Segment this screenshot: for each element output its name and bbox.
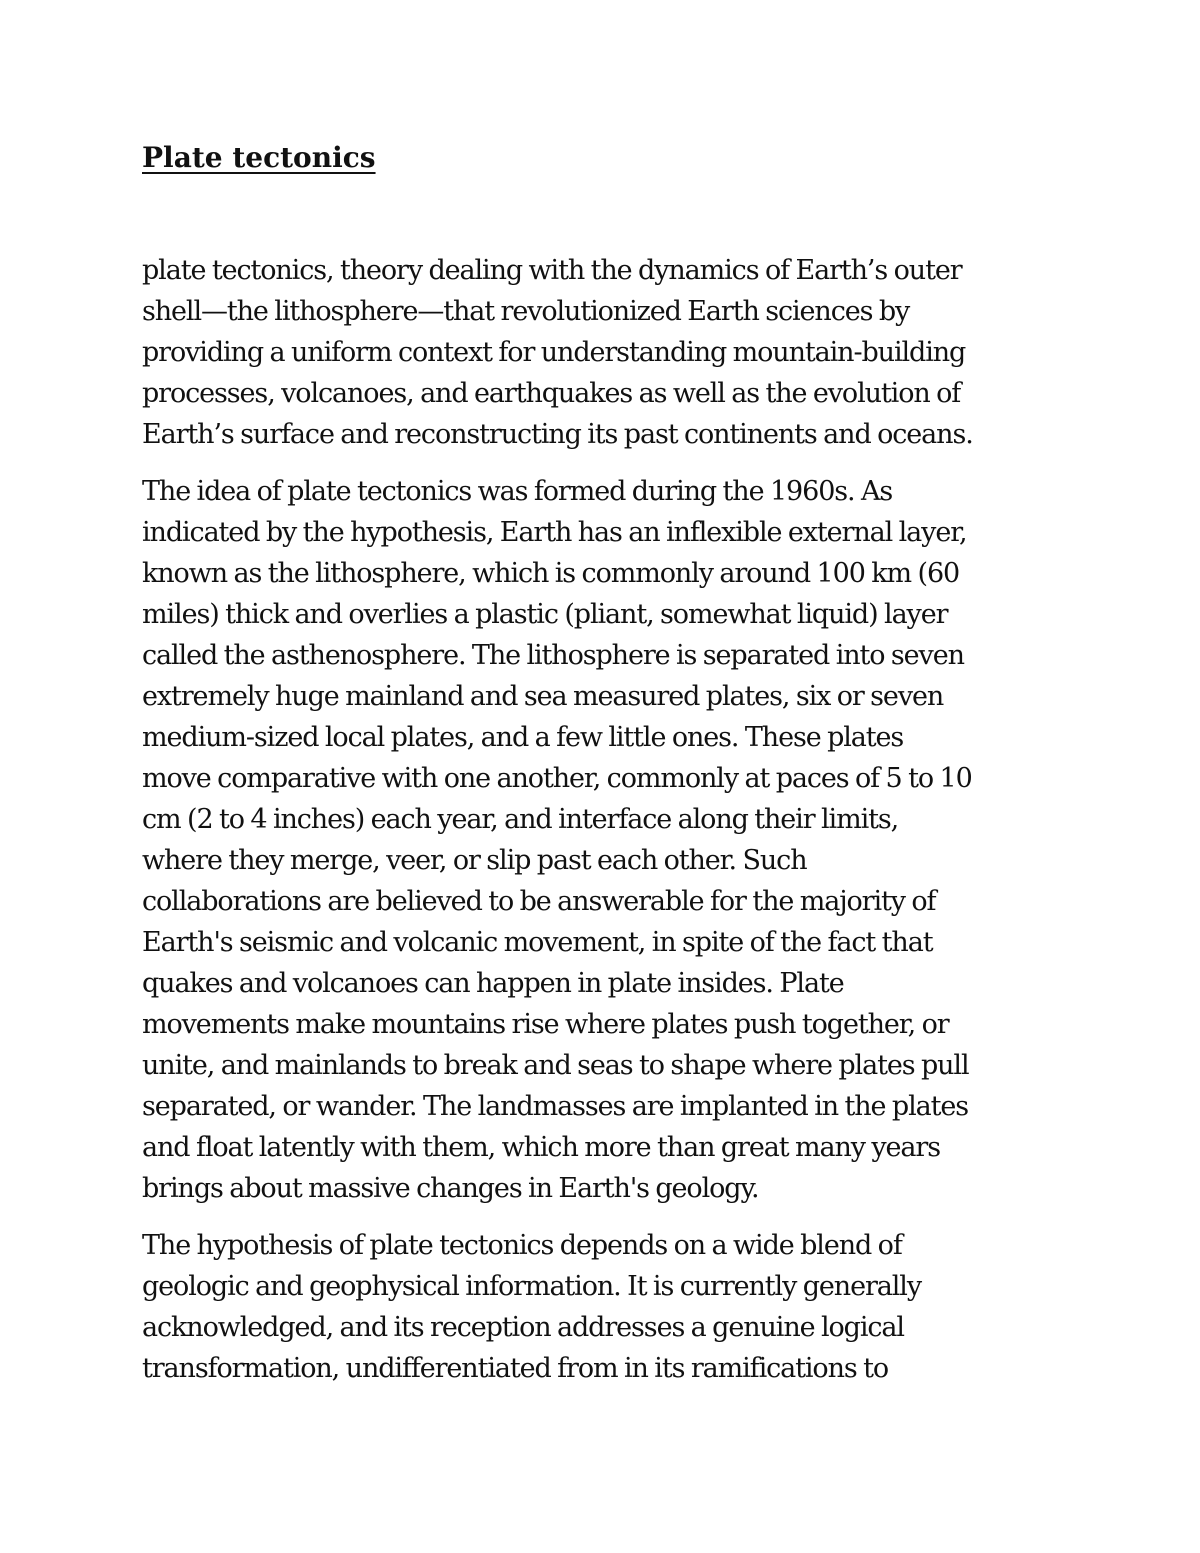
text-line: move comparative with one another, commonly at paces of 5 to 10 (142, 763, 972, 794)
text-line: movements make mountains rise where plates push together, or (142, 1009, 949, 1040)
text-line: where they merge, veer, or slip past each other. Such (142, 845, 807, 876)
text-line: brings about massive changes in Earth's geology. (142, 1173, 759, 1204)
text-line: cm (2 to 4 inches) each year, and interface along their limits, (142, 804, 899, 835)
text-line: shell—the lithosphere—that revolutionized Earth sciences by (142, 296, 910, 327)
text-line: acknowledged, and its reception addresses a genuine logical (142, 1312, 904, 1343)
text-line: The idea of plate tectonics was formed during the 1960s. As (142, 476, 893, 507)
text-line: known as the lithosphere, which is commonly around 100 km (60 (142, 558, 960, 589)
text-line: transformation, undifferentiated from in its ramifications to (142, 1353, 888, 1384)
text-line: unite, and mainlands to break and seas to shape where plates pull (142, 1050, 969, 1081)
text-line: called the asthenosphere. The lithosphere is separated into seven (142, 640, 964, 671)
text-line: Earth’s surface and reconstructing its past continents and oceans. (142, 419, 973, 450)
paragraph-3 (142, 1225, 1082, 1389)
text-line: and float latently with them, which more than great many years (142, 1132, 940, 1163)
text-line: miles) thick and overlies a plastic (pliant, somewhat liquid) layer (142, 599, 948, 630)
document-body (142, 250, 1082, 1405)
text-line: geologic and geophysical information. It is currently generally (142, 1271, 921, 1302)
text-line: quakes and volcanoes can happen in plate insides. Plate (142, 968, 844, 999)
text-line: separated, or wander. The landmasses are implanted in the plates (142, 1091, 969, 1122)
text-line: indicated by the hypothesis, Earth has an inflexible external layer, (142, 517, 967, 548)
text-line: Earth's seismic and volcanic movement, in spite of the fact that (142, 927, 933, 958)
text-line: collaborations are believed to be answerable for the majority of (142, 886, 936, 917)
paragraph-2 (142, 471, 1082, 1209)
text-line: providing a uniform context for understanding mountain-building (142, 337, 966, 368)
text-line: plate tectonics, theory dealing with the dynamics of Earth’s outer (142, 255, 962, 286)
document-title: Plate tectonics (142, 141, 376, 174)
text-line: processes, volcanoes, and earthquakes as well as the evolution of (142, 378, 961, 409)
text-line: The hypothesis of plate tectonics depends on a wide blend of (142, 1230, 902, 1261)
text-line: medium-sized local plates, and a few little ones. These plates (142, 722, 904, 753)
paragraph-1 (142, 250, 1082, 455)
text-line: extremely huge mainland and sea measured plates, six or seven (142, 681, 944, 712)
